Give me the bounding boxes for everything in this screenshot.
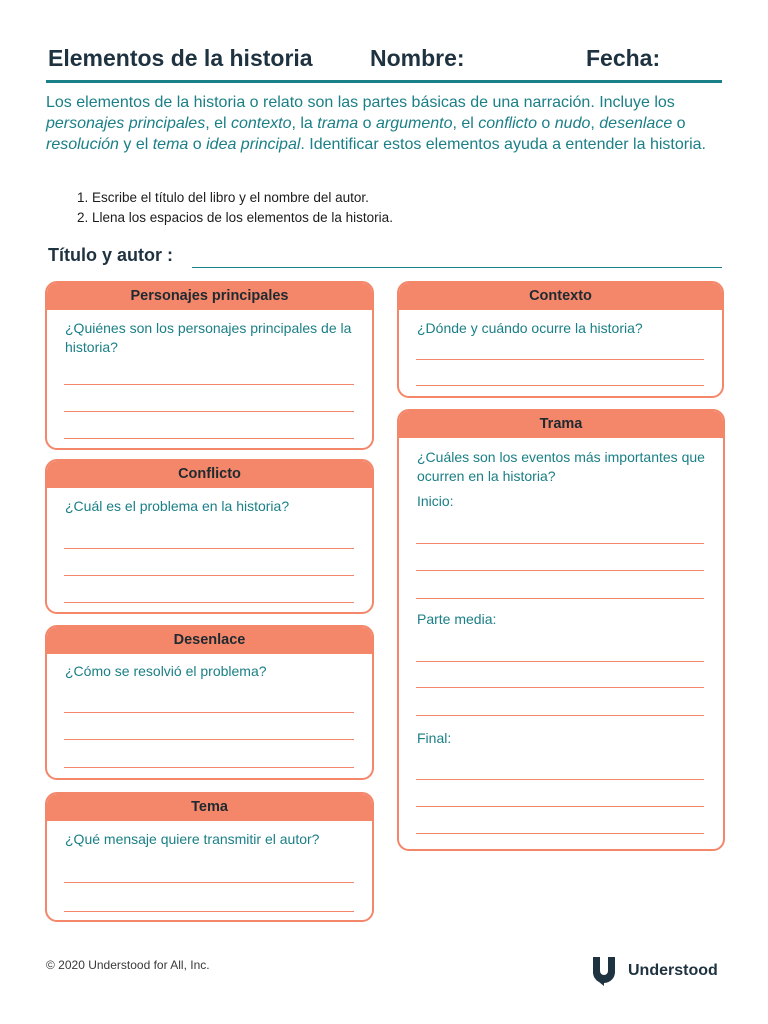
- trama-final-label: Final:: [417, 730, 452, 746]
- trama-inicio-label: Inicio:: [417, 493, 454, 509]
- writing-line[interactable]: [64, 602, 354, 603]
- writing-line[interactable]: [416, 570, 704, 571]
- card-personajes: [45, 281, 374, 450]
- writing-line[interactable]: [64, 882, 354, 883]
- writing-line[interactable]: [64, 739, 354, 740]
- writing-line[interactable]: [64, 438, 354, 439]
- header-rule: [46, 80, 722, 83]
- card-question: ¿Qué mensaje quiere transmitir el autor?: [65, 831, 320, 847]
- writing-line[interactable]: [64, 712, 354, 713]
- card-tema: [45, 792, 374, 922]
- card-trama: [397, 409, 725, 851]
- writing-line[interactable]: [416, 598, 704, 599]
- writing-line[interactable]: [64, 575, 354, 576]
- brand-logo: [588, 955, 718, 987]
- card-conflicto: [45, 459, 374, 614]
- writing-line[interactable]: [416, 806, 704, 807]
- card-desenlace: [45, 625, 374, 780]
- card-contexto: [397, 281, 724, 398]
- writing-line[interactable]: [64, 548, 354, 549]
- writing-line[interactable]: [64, 767, 354, 768]
- writing-line[interactable]: [416, 359, 704, 360]
- card-title: Personajes principales: [47, 283, 372, 310]
- trama-media-label: Parte media:: [417, 611, 497, 627]
- name-label: Nombre:: [370, 45, 465, 71]
- title-author-label: Título y autor :: [48, 245, 173, 265]
- card-question: ¿Cuál es el problema en la historia?: [65, 498, 290, 514]
- card-title: Tema: [47, 794, 372, 821]
- writing-line[interactable]: [416, 661, 704, 662]
- writing-line[interactable]: [416, 543, 704, 544]
- instructions-list: [77, 188, 393, 228]
- instruction-step: 2. Llena los espacios de los elementos de la historia.: [77, 210, 393, 225]
- card-question: ¿Cómo se resolvió el problema?: [65, 663, 267, 679]
- title-author-line[interactable]: [192, 267, 722, 268]
- writing-line[interactable]: [416, 833, 704, 834]
- card-question: ¿Quiénes son los personajes principales de la historia?: [65, 320, 352, 355]
- writing-line[interactable]: [64, 911, 354, 912]
- instruction-step: 1. Escribe el título del libro y el nombre del autor.: [77, 190, 369, 205]
- writing-line[interactable]: [416, 687, 704, 688]
- card-question: ¿Cuáles son los eventos más importantes que ocurren en la historia?: [417, 449, 705, 484]
- intro-paragraph: Los elementos de la historia o relato son las partes básicas de una narración. Incluye los personajes principales, el contexto, la trama o argumento, el conflicto o nudo, desenlace o resolución y el tema o idea principal. Identificar estos elementos ayuda a entender la historia.: [46, 94, 706, 153]
- card-title: Contexto: [399, 283, 722, 310]
- card-title: Trama: [399, 411, 723, 438]
- copyright-text: © 2020 Understood for All, Inc.: [46, 958, 210, 972]
- card-question: ¿Dónde y cuándo ocurre la historia?: [417, 320, 643, 336]
- date-label: Fecha:: [586, 45, 661, 71]
- card-title: Desenlace: [47, 627, 372, 654]
- writing-line[interactable]: [416, 715, 704, 716]
- card-title: Conflicto: [47, 461, 372, 488]
- writing-line[interactable]: [64, 384, 354, 385]
- worksheet-title: Elementos de la historia: [48, 45, 313, 71]
- writing-line[interactable]: [64, 411, 354, 412]
- brand-name: Understood: [628, 962, 718, 979]
- writing-line[interactable]: [416, 385, 704, 386]
- understood-logo-icon: [588, 955, 620, 987]
- writing-line[interactable]: [416, 779, 704, 780]
